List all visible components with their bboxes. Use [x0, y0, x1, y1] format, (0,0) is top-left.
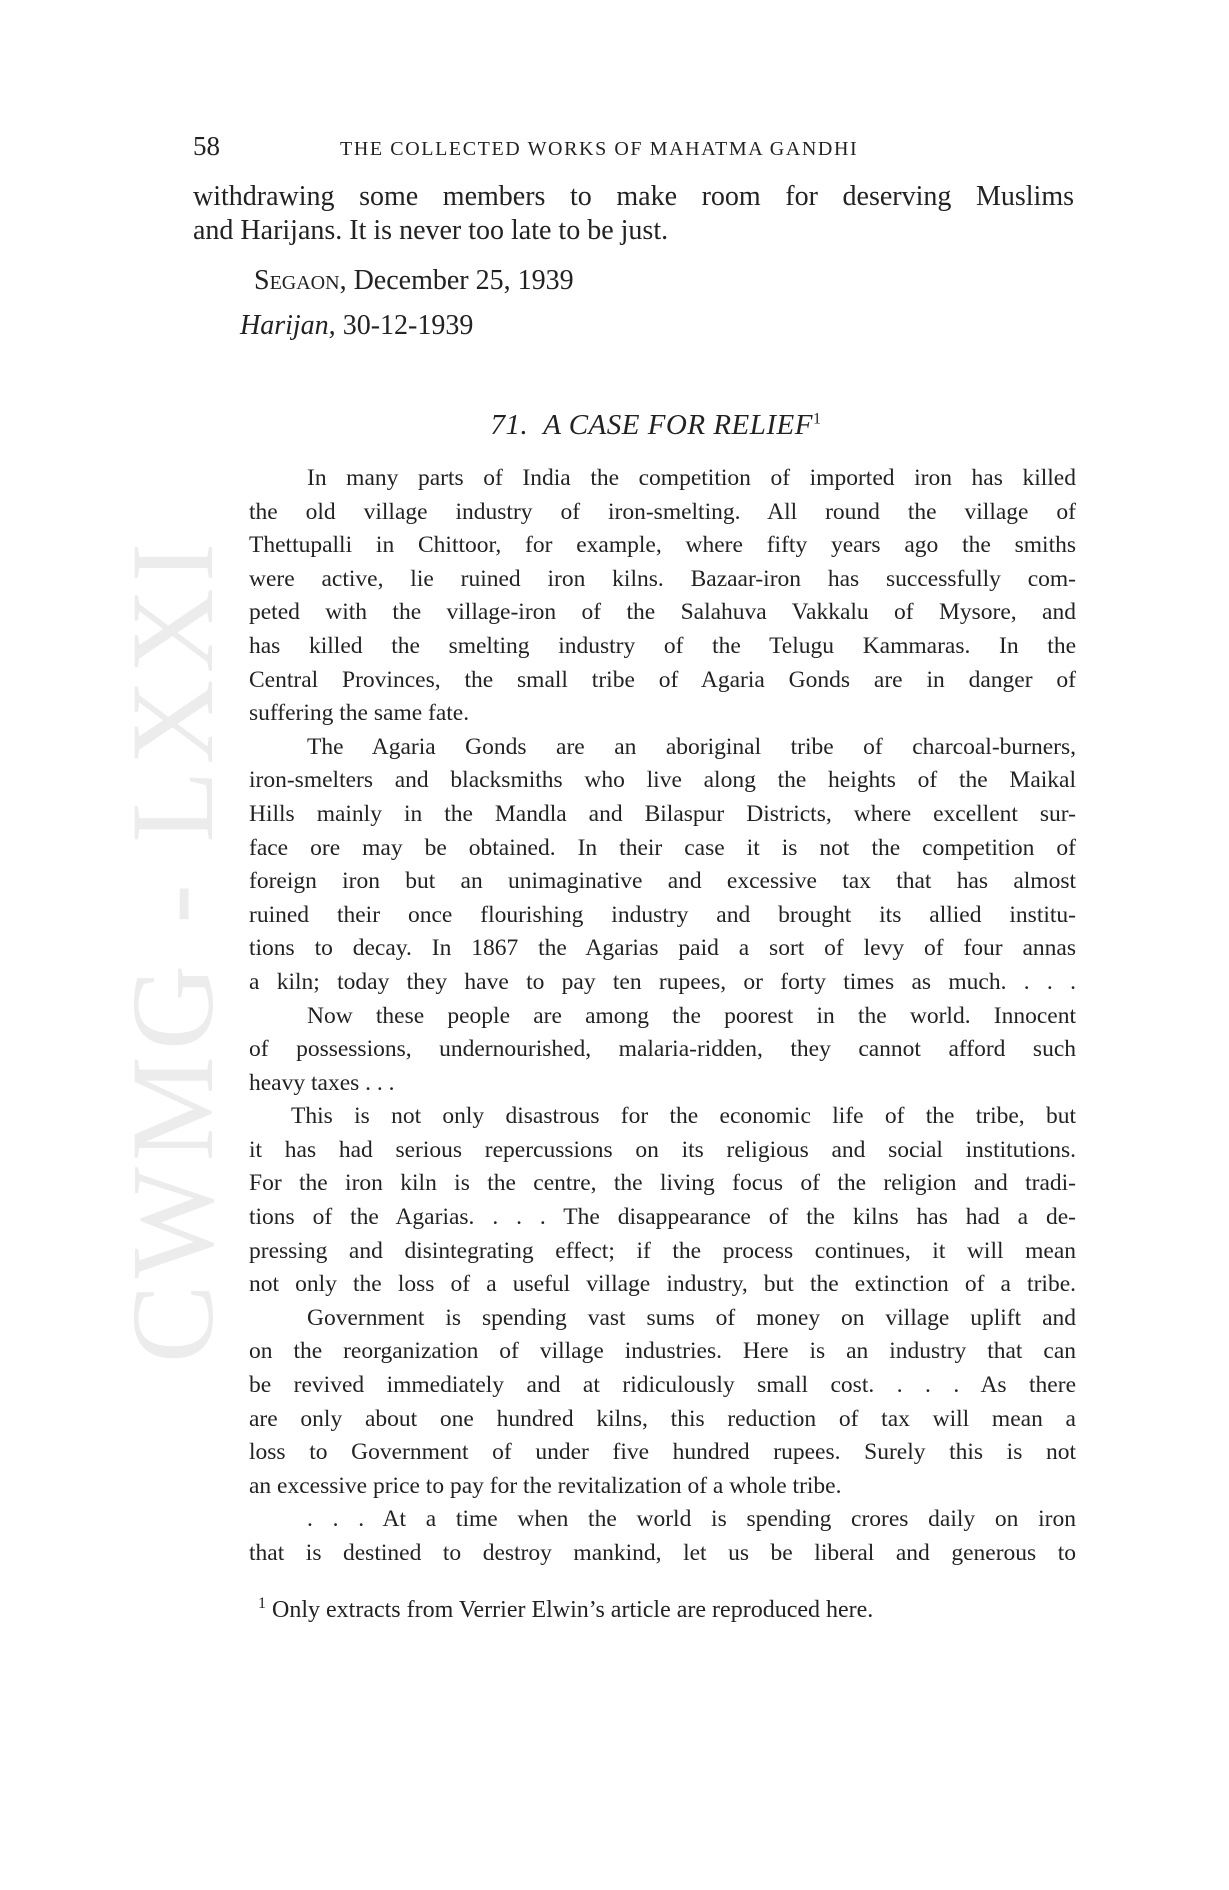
- source-citation: [240, 309, 473, 343]
- text-line: foreign iron but an unimaginative and excessive tax that has almost: [249, 868, 1076, 895]
- text-line: the old village industry of iron-smelting. All round the village of: [249, 498, 1076, 525]
- paragraph: [249, 731, 1076, 1000]
- text-line: Hills mainly in the Mandla and Bilaspur Districts, where excellent sur-: [249, 800, 1076, 827]
- text-line: of possessions, undernourished, malaria-ridden, they cannot afford such: [249, 1036, 1076, 1063]
- place-name: Segaon,: [254, 265, 347, 296]
- text-line: Government is spending vast sums of money on village uplift and: [307, 1304, 1076, 1331]
- previous-item-text: [193, 180, 1074, 248]
- footnote: [258, 1595, 873, 1625]
- text-line: tions to decay. In 1867 the Agarias paid a sort of levy of four annas: [249, 935, 1076, 962]
- text-line: suffering the same fate.: [249, 700, 470, 727]
- source-title: Harijan,: [240, 310, 336, 341]
- text-line: withdrawing some members to make room for deserving Muslims: [193, 181, 1074, 212]
- text-line: that is destined to destroy mankind, let us be liberal and generous to: [249, 1540, 1076, 1566]
- text-line: on the reorganization of village industries. Here is an industry that can: [249, 1338, 1076, 1365]
- text-line: Thettupalli in Chittoor, for example, where fifty years ago the smiths: [249, 532, 1076, 559]
- text-line: ruined their once flourishing industry and brought its allied institu-: [249, 901, 1076, 928]
- text-line: tions of the Agarias. . . . The disappearance of the kilns has had a de-: [249, 1204, 1076, 1231]
- running-head: THE COLLECTED WORKS OF MAHATMA GANDHI: [340, 138, 859, 160]
- footnote-mark: 1: [812, 410, 822, 428]
- text-line: a kiln; today they have to pay ten rupees, or forty times as much. . . .: [249, 968, 1076, 995]
- text-line: iron-smelters and blacksmiths who live along the heights of the Maikal: [249, 767, 1076, 794]
- text-line: heavy taxes . . .: [249, 1069, 395, 1096]
- text-line: it has had serious repercussions on its religious and social institutions.: [249, 1136, 1076, 1163]
- text-line: has killed the smelting industry of the Telugu Kammaras. In the: [249, 632, 1076, 659]
- text-line: Now these people are among the poorest in the world. Innocent: [307, 1002, 1076, 1029]
- text-line: an excessive price to pay for the revitalization of a whole tribe.: [249, 1472, 842, 1499]
- text-line: face ore may be obtained. In their case it is not the competition of: [249, 834, 1076, 861]
- paragraph: [249, 1302, 1076, 1504]
- article-title-text: A CASE FOR RELIEF: [543, 409, 813, 441]
- text-line: pressing and disintegrating effect; if the process continues, it will mean: [249, 1237, 1076, 1264]
- footnote-number: 1: [258, 1595, 266, 1612]
- text-line: are only about one hundred kilns, this reduction of tax will mean a: [249, 1405, 1076, 1432]
- footnote-text: Only extracts from Verrier Elwin’s article are reproduced here.: [272, 1597, 874, 1623]
- paragraph: [249, 1503, 1076, 1570]
- paragraph: [249, 1000, 1076, 1101]
- paragraph: [249, 462, 1076, 731]
- text-line: be revived immediately and at ridiculously small cost. . . . As there: [249, 1372, 1076, 1399]
- article-body: [249, 462, 1076, 1571]
- article-title: [0, 408, 1229, 442]
- paragraph: [249, 1100, 1076, 1302]
- text-line: For the iron kiln is the centre, the living focus of the religion and tradi-: [249, 1170, 1076, 1197]
- source-date: 30-12-1939: [342, 310, 474, 341]
- article-number: 71.: [490, 409, 529, 441]
- text-line: In many parts of India the competition of imported iron has killed: [307, 465, 1076, 491]
- text-line: peted with the village-iron of the Salahuva Vakkalu of Mysore, and: [249, 599, 1076, 626]
- text-line: Central Provinces, the small tribe of Agaria Gonds are in danger of: [249, 666, 1076, 693]
- text-line: and Harijans. It is never too late to be just.: [193, 215, 669, 246]
- text-line: were active, lie ruined iron kilns. Bazaar-iron has successfully com-: [249, 565, 1076, 592]
- dateline-date: December 25, 1939: [353, 265, 574, 296]
- text-line: This is not only disastrous for the economic life of the tribe, but: [291, 1103, 1076, 1130]
- text-line: loss to Government of under five hundred rupees. Surely this is not: [249, 1439, 1076, 1466]
- place-date-line: [254, 264, 574, 298]
- page-number: 58: [193, 131, 220, 161]
- text-line: . . . At a time when the world is spending crores daily on iron: [307, 1506, 1076, 1533]
- text-line: not only the loss of a useful village industry, but the extinction of a tribe.: [249, 1271, 1076, 1298]
- cwmg-watermark: CWMG - LXXI: [107, 536, 239, 1364]
- text-line: The Agaria Gonds are an aboriginal tribe of charcoal-burners,: [307, 733, 1076, 760]
